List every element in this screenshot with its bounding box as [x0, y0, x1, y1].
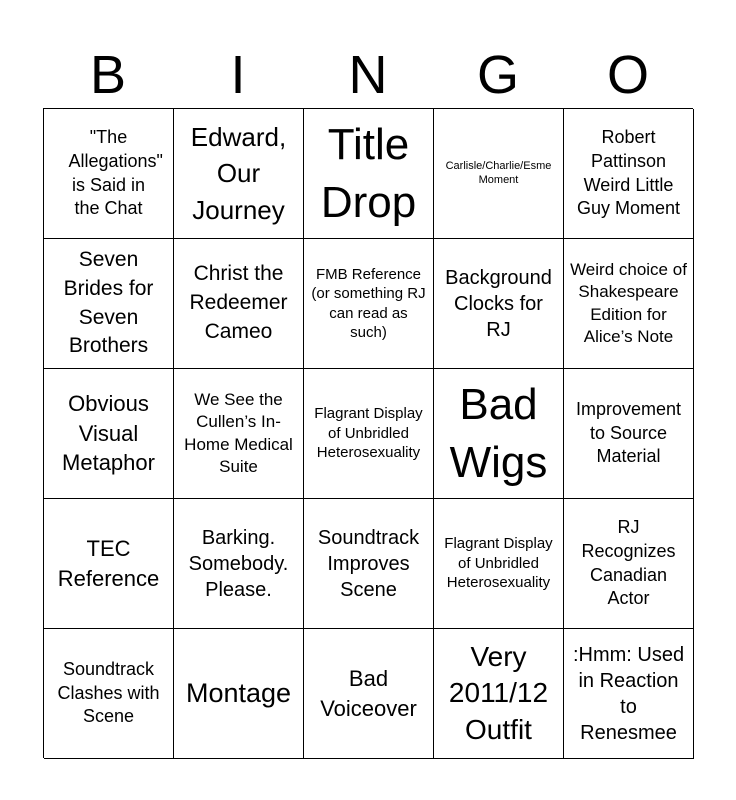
cell-text: Flagrant Display of Unbridled Heterosexuality: [444, 535, 553, 592]
bingo-cell[interactable]: [174, 239, 304, 369]
bingo-cell[interactable]: [304, 239, 434, 369]
cell-text: "The Allegations" is Said in the Chat: [68, 127, 163, 219]
cell-text: We See the Cullen’s In-Home Medical Suite: [184, 389, 293, 476]
bingo-cell[interactable]: [434, 369, 564, 499]
bingo-cell[interactable]: [44, 369, 174, 499]
header-letter-b: B: [89, 45, 127, 105]
bingo-card: [43, 108, 693, 758]
cell-text: Christ the Redeemer Cameo: [189, 262, 288, 343]
bingo-cell[interactable]: [44, 629, 174, 759]
cell-text: Flagrant Display of Unbridled Heterosexuality: [314, 405, 423, 462]
bingo-header: [43, 42, 693, 108]
bingo-cell[interactable]: [174, 499, 304, 629]
bingo-cell[interactable]: [304, 499, 434, 629]
cell-text: RJ Recognizes Canadian Actor: [581, 517, 676, 609]
bingo-cell[interactable]: [564, 239, 694, 369]
cell-text: Soundtrack Clashes with Scene: [57, 658, 160, 727]
bingo-cell[interactable]: [44, 109, 174, 239]
header-letter-o: O: [606, 45, 649, 105]
header-letter-i: I: [230, 45, 246, 105]
cell-text: Weird choice of Shakespeare Edition for Alice’s Note: [570, 259, 687, 346]
bingo-cell[interactable]: [304, 369, 434, 499]
bingo-cell[interactable]: [564, 629, 694, 759]
cell-text: Title Drop: [320, 120, 417, 227]
bingo-cell[interactable]: [564, 369, 694, 499]
header-letter-g: G: [476, 45, 519, 105]
bingo-cell[interactable]: [434, 239, 564, 369]
bingo-cell[interactable]: [44, 499, 174, 629]
bingo-cell[interactable]: [434, 629, 564, 759]
cell-text: Carlisle/Charlie/Esme Moment: [445, 159, 552, 186]
bingo-cell[interactable]: [174, 629, 304, 759]
bingo-cell[interactable]: [564, 499, 694, 629]
cell-text: Montage: [185, 677, 292, 708]
cell-text: Background Clocks for RJ: [445, 266, 552, 341]
cell-text: Very 2011/12 Outfit: [448, 640, 549, 745]
cell-text: TEC Reference: [57, 535, 160, 591]
cell-text: Bad Wigs: [449, 380, 548, 487]
cell-text: Robert Pattinson Weird Little Guy Moment: [576, 127, 681, 219]
cell-text: Bad Voiceover: [320, 665, 417, 721]
header-letter-n: N: [348, 45, 388, 105]
bingo-cell[interactable]: [174, 109, 304, 239]
bingo-cell[interactable]: [304, 109, 434, 239]
cell-text: :Hmm: Used in Reaction to Renesmee: [572, 643, 685, 744]
cell-text: FMB Reference (or something RJ can read as such): [311, 265, 426, 341]
cell-text: Barking. Somebody. Please.: [188, 526, 289, 601]
bingo-cell[interactable]: [44, 239, 174, 369]
bingo-cell[interactable]: [174, 369, 304, 499]
bingo-cell[interactable]: [434, 109, 564, 239]
cell-text: Obvious Visual Metaphor: [62, 390, 155, 476]
cell-text: Soundtrack Improves Scene: [317, 526, 420, 601]
cell-text: Improvement to Source Material: [575, 398, 682, 467]
cell-text: Seven Brides for Seven Brothers: [63, 247, 154, 358]
cell-text: Edward, Our Journey: [190, 121, 287, 225]
bingo-cell[interactable]: [434, 499, 564, 629]
bingo-cell[interactable]: [564, 109, 694, 239]
bingo-cell[interactable]: [304, 629, 434, 759]
